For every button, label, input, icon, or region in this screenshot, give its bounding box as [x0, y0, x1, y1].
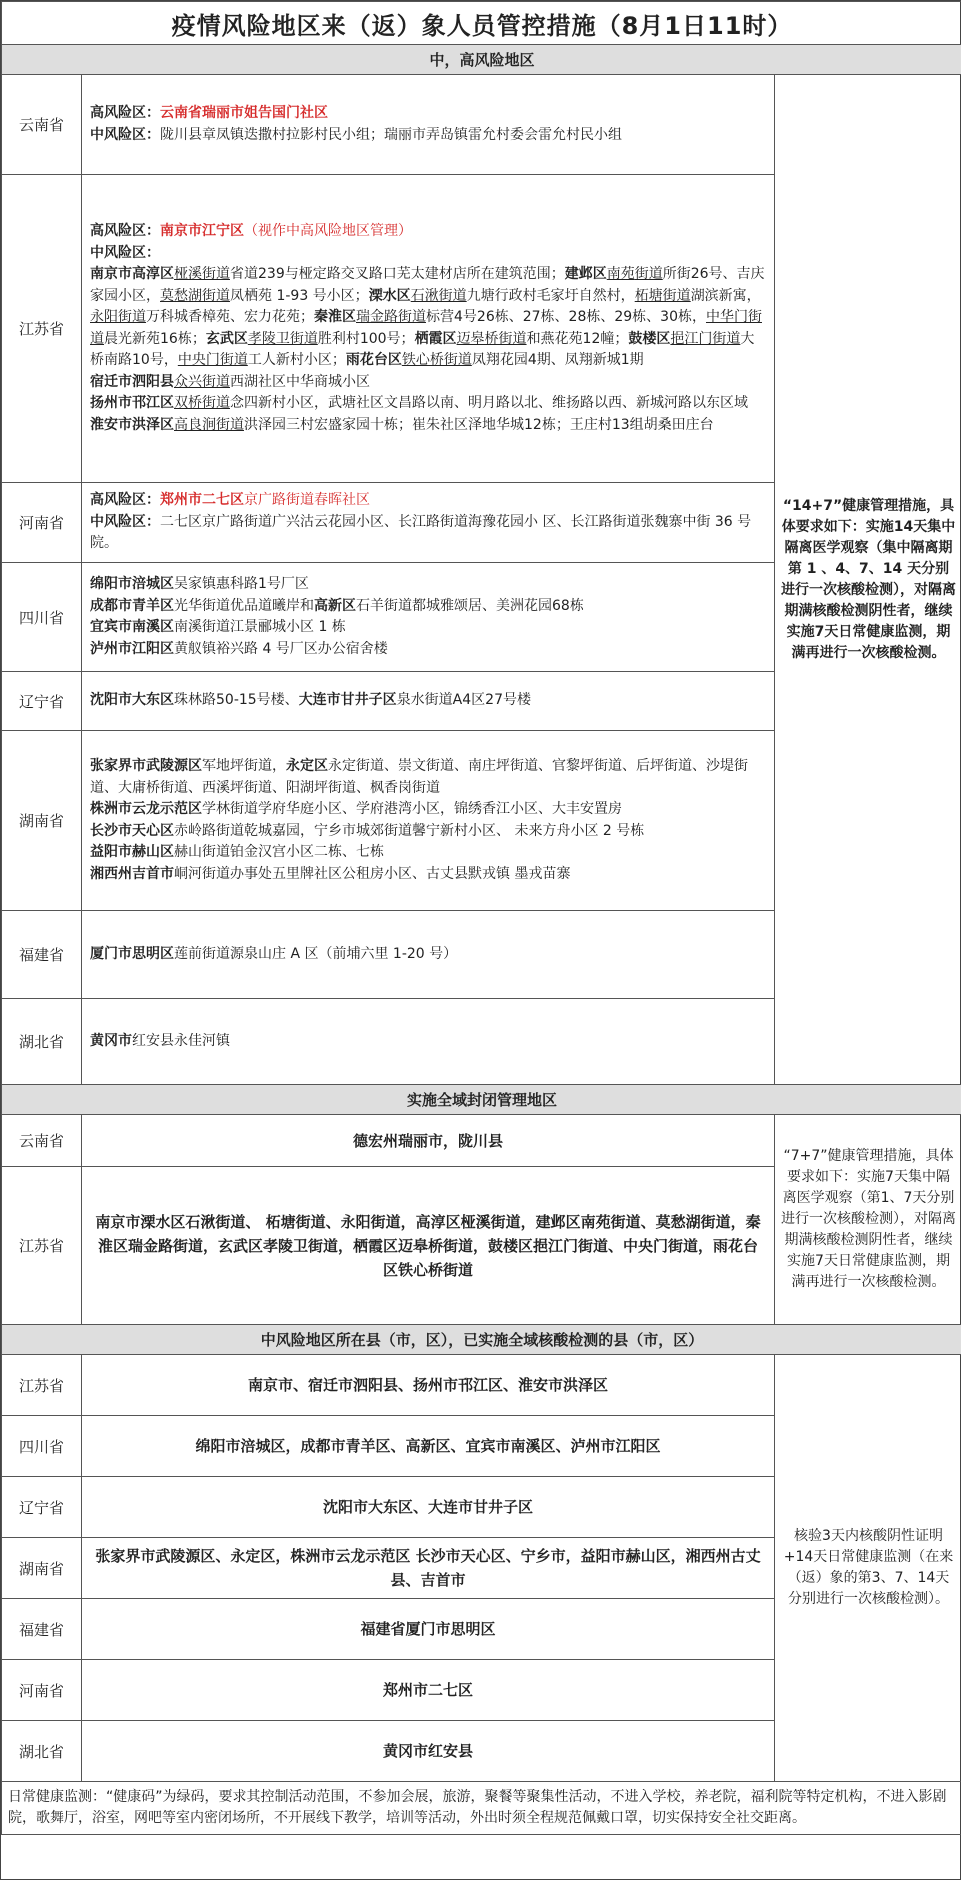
risk-content-liaoning: 沈阳市大东区珠林路50-15号楼、大连市甘井子区泉水街道A4区27号楼	[82, 672, 775, 731]
policy-table	[1, 1, 961, 1835]
risk-content-hubei: 黄冈市红安县永佳河镇	[82, 999, 775, 1085]
risk-content-jiangsu: 高风险区：南京市江宁区（视作中高风险地区管理） 中风险区： 南京市高淳区桠溪街道省道239与桠定路交叉路口芜太建材店所在建筑范围；建邺区南苑街道所街26号、吉庆家园小区，莫愁湖街道凤栖苑 1-93 号小区；溧水区石湫街道九塘行政村毛家圩自然村，柘塘街道湖滨新寓，永阳街道万科城香樟苑、宏力花苑；秦淮区瑞金路街道标营4号26栋、27栋、28栋、29栋、30栋，中华门街道晨光新苑16栋；玄武区孝陵卫街道胜利村100号；栖霞区迈皋桥街道和燕花苑12幢；鼓楼区挹江门街道大桥南路10号，中央门街道工人新村小区；雨花台区铁心桥街道凤翔花园4期、凤翔新城1期 宿迁市泗阳县众兴街道西湖社区中华商城小区 扬州市邗江区双桥街道念四新村小区，武塘社区文昌路以南、明月路以北、维扬路以西、新城河路以东区域 淮安市洪泽区高良涧街道洪泽园三村宏盛家园十栋；崔朱社区泽地华城12栋；王庄村13组胡桑田庄台	[82, 175, 775, 483]
risk-content-yunnan: 高风险区：云南省瑞丽市姐告国门社区 中风险区：陇川县章凤镇迭撒村拉影村民小组；瑞丽市弄岛镇雷允村委会雷允村民小组	[82, 75, 775, 175]
province-cell: 江苏省	[2, 1167, 82, 1325]
county-content: 沈阳市大东区、大连市甘井子区	[82, 1477, 775, 1538]
province-cell: 云南省	[2, 1115, 82, 1167]
lockdown-content-jiangsu: 南京市溧水区石湫街道、 柘塘街道、永阳街道，高淳区桠溪街道，建邺区南苑街道、莫愁湖街道，秦淮区瑞金路街道，玄武区孝陵卫街道，栖霞区迈皋桥街道，鼓楼区挹江门街道、中央门街道，雨花台区铁心桥街道	[82, 1167, 775, 1325]
page-title: 疫情风险地区来（返）象人员管控措施（8月1日11时）	[2, 2, 961, 45]
province-cell: 辽宁省	[2, 1477, 82, 1538]
section-header-lockdown-areas: 实施全域封闭管理地区	[2, 1085, 961, 1115]
province-cell: 江苏省	[2, 1355, 82, 1416]
province-cell: 四川省	[2, 1416, 82, 1477]
province-cell: 湖南省	[2, 731, 82, 911]
risk-content-hunan: 张家界市武陵源区军地坪街道，永定区永定街道、崇文街道、南庄坪街道、官黎坪街道、后坪街道、沙堤街道、大庸桥街道、西溪坪街道、阳湖坪街道、枫香岗街道 株洲市云龙示范区学林街道学府华庭小区、学府港湾小区，锦绣香江小区、大丰安置房 长沙市天心区赤岭路街道乾城嘉园，宁乡市城郊街道馨宁新村小区、 未来方舟小区 2 号栋 益阳市赫山区赫山街道铂金汉宫小区二栋、七栋 湘西州吉首市峒河街道办事处五里牌社区公租房小区、古丈县默戎镇 墨戎苗寨	[82, 731, 775, 911]
county-content: 张家界市武陵源区、永定区，株洲市云龙示范区 长沙市天心区、宁乡市，益阳市赫山区，湘西州古丈县、吉首市	[82, 1538, 775, 1599]
province-cell: 福建省	[2, 1599, 82, 1660]
province-cell: 湖北省	[2, 999, 82, 1085]
county-content: 南京市、宿迁市泗阳县、扬州市邗江区、淮安市洪泽区	[82, 1355, 775, 1416]
province-cell: 湖北省	[2, 1721, 82, 1782]
risk-content-fujian: 厦门市思明区莲前街道源泉山庄 A 区（前埔六里 1-20 号）	[82, 911, 775, 999]
county-content: 郑州市二七区	[82, 1660, 775, 1721]
risk-content-henan: 高风险区：郑州市二七区京广路街道春晖社区 中风险区：二七区京广路街道广兴沽云花园小区、长江路街道海豫花园小 区、长江路街道张魏寨中街 36 号院。	[82, 483, 775, 563]
measure-note-14-7: “14+7”健康管理措施，具体要求如下：实施14天集中隔离医学观察（集中隔离期第 1 、4、7、14 天分别进行一次核酸检测），对隔离期满核酸检测阴性者，继续实施7天日常健康监测，期满再进行一次核酸检测。	[775, 75, 961, 1085]
province-cell: 云南省	[2, 75, 82, 175]
section-header-county-testing: 中风险地区所在县（市，区），已实施全域核酸检测的县（市，区）	[2, 1325, 961, 1355]
province-cell: 福建省	[2, 911, 82, 999]
risk-content-sichuan: 绵阳市涪城区吴家镇惠科路1号厂区 成都市青羊区光华街道优品道曦岸和高新区石羊街道都城雅颂居、美洲花园68栋 宜宾市南溪区南溪街道江景郦城小区 1 栋 泸州市江阳区黄舣镇裕兴路 4 号厂区办公宿舍楼	[82, 563, 775, 672]
measure-note-3-14: 核验3天内核酸阴性证明+14天日常健康监测（在来（返）象的第3、7、14天分别进行一次核酸检测）。	[775, 1355, 961, 1782]
county-content: 福建省厦门市思明区	[82, 1599, 775, 1660]
province-cell: 四川省	[2, 563, 82, 672]
province-cell: 湖南省	[2, 1538, 82, 1599]
province-cell: 江苏省	[2, 175, 82, 483]
province-cell: 辽宁省	[2, 672, 82, 731]
county-content: 黄冈市红安县	[82, 1721, 775, 1782]
daily-monitoring-note: 日常健康监测：“健康码”为绿码，要求其控制活动范围，不参加会展，旅游，聚餐等聚集性活动，不进入学校，养老院，福利院等特定机构，不进入影剧院，歌舞厅，浴室，网吧等室内密闭场所，不开展线下教学，培训等活动，外出时须全程规范佩戴口罩，切实保持安全社交距离。	[2, 1782, 961, 1835]
lockdown-content-yunnan: 德宏州瑞丽市，陇川县	[82, 1115, 775, 1167]
province-cell: 河南省	[2, 1660, 82, 1721]
measure-note-7-7: “7+7”健康管理措施，具体要求如下：实施7天集中隔离医学观察（第1、7天分别进行一次核酸检测），对隔离期满核酸检测阴性者，继续实施7天日常健康监测，期满再进行一次核酸检测。	[775, 1115, 961, 1325]
section-header-risk-areas: 中，高风险地区	[2, 45, 961, 75]
province-cell: 河南省	[2, 483, 82, 563]
county-content: 绵阳市涪城区，成都市青羊区、高新区、宜宾市南溪区、泸州市江阳区	[82, 1416, 775, 1477]
